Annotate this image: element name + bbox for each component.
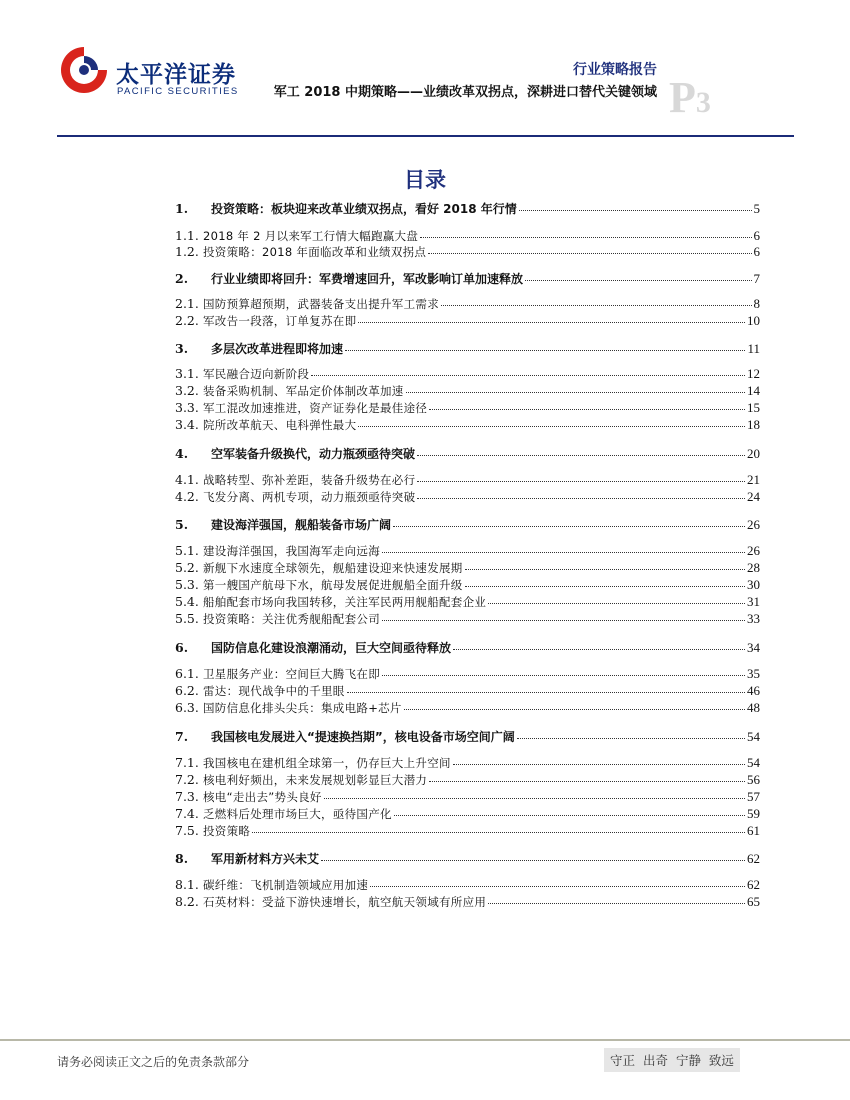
toc-entry-number: 3.1. xyxy=(175,366,199,381)
toc-subsection-entry[interactable] xyxy=(175,417,760,437)
toc-entry-number: 3.4. xyxy=(175,417,199,432)
toc-entry-page: 8 xyxy=(753,296,760,311)
toc-entry-title: 雷达：现代战争中的千里眼 xyxy=(203,684,345,698)
toc-entry-number: 2.2. xyxy=(175,313,199,328)
toc-entry-title: 建设海洋强国，舰船装备市场广阔 xyxy=(211,518,392,532)
page-number-badge xyxy=(669,72,711,123)
toc-entry-title: 战略转型、弥补差距，装备升级势在必行 xyxy=(203,473,416,487)
toc-dot-leader xyxy=(394,805,745,816)
toc-entry-title: 新舰下水速度全球领先，舰船建设迎来快速发展期 xyxy=(203,561,463,575)
toc-entry-number: 5. xyxy=(175,517,189,532)
toc-entry-number: 3.3. xyxy=(175,400,199,415)
toc-entry-page: 31 xyxy=(747,594,760,609)
toc-entry-title: 投资策略：板块迎来改革业绩双拐点，看好 2018 年行情 xyxy=(211,202,517,216)
toc-entry-number: 1.1. xyxy=(175,228,199,243)
toc-section-entry[interactable] xyxy=(175,200,760,220)
toc-subsection-entry[interactable] xyxy=(175,823,760,843)
page-number: 3 xyxy=(695,86,711,119)
toc-dot-leader xyxy=(525,270,751,281)
toc-entry-title: 投资策略：关注优秀舰船配套公司 xyxy=(203,612,380,626)
footer-motto: 守正 出奇 宁静 致远 xyxy=(604,1048,740,1072)
toc-dot-leader xyxy=(441,295,752,306)
toc-dot-leader xyxy=(382,542,745,553)
toc-entry-number: 2. xyxy=(175,271,189,286)
logo-chinese-name: 太平洋证券 xyxy=(116,62,236,88)
footer-disclaimer: 请务必阅读正文之后的免责条款部分 xyxy=(57,1055,250,1069)
toc-entry-number: 7. xyxy=(175,729,189,744)
toc-entry-number: 7.1. xyxy=(175,755,199,770)
toc-entry-page: 59 xyxy=(747,806,760,821)
toc-dot-leader xyxy=(453,639,745,650)
toc-dot-leader xyxy=(420,227,751,238)
toc-dot-leader xyxy=(252,822,745,833)
toc-subsection-entry[interactable] xyxy=(175,894,760,914)
toc-dot-leader xyxy=(519,200,752,211)
toc-subsection-entry[interactable] xyxy=(175,244,760,264)
toc-entry-page: 26 xyxy=(747,543,760,558)
toc-entry-title: 军改告一段落，订单复苏在即 xyxy=(203,314,357,328)
toc-dot-leader xyxy=(488,893,745,904)
toc-entry-title: 建设海洋强国，我国海军走向远海 xyxy=(203,544,380,558)
toc-entry-number: 6. xyxy=(175,640,189,655)
toc-entry-page: 35 xyxy=(747,666,760,681)
toc-entry-page: 54 xyxy=(747,755,760,770)
toc-dot-leader xyxy=(488,593,745,604)
toc-entry-title: 国防预算超预期，武器装备支出提升军工需求 xyxy=(203,297,439,311)
toc-entry-number: 8. xyxy=(175,851,189,866)
toc-dot-leader xyxy=(417,445,745,456)
toc-entry-page: 62 xyxy=(747,851,760,866)
toc-subsection-entry[interactable] xyxy=(175,489,760,509)
toc-entry-page: 18 xyxy=(747,417,760,432)
toc-dot-leader xyxy=(311,365,745,376)
toc-dot-leader xyxy=(428,243,751,254)
toc-entry-number: 5.5. xyxy=(175,611,199,626)
toc-entry-title: 国防信息化排头尖兵：集成电路+芯片 xyxy=(203,701,402,715)
toc-subsection-entry[interactable] xyxy=(175,700,760,720)
toc-entry-number: 6.3. xyxy=(175,700,199,715)
toc-subsection-entry[interactable] xyxy=(175,313,760,333)
toc-entry-number: 5.4. xyxy=(175,594,199,609)
toc-entry-page: 57 xyxy=(747,789,760,804)
toc-section-entry[interactable] xyxy=(175,340,760,360)
toc-dot-leader xyxy=(393,516,745,527)
toc-entry-page: 34 xyxy=(747,640,760,655)
toc-dot-leader xyxy=(382,610,745,621)
toc-entry-title: 行业业绩即将回升：军费增速回升，军改影响订单加速释放 xyxy=(211,272,524,286)
toc-entry-number: 2.1. xyxy=(175,296,199,311)
toc-dot-leader xyxy=(417,471,745,482)
toc-entry-title: 核电“走出去”势头良好 xyxy=(203,790,322,804)
toc-section-entry[interactable] xyxy=(175,728,760,748)
toc-dot-leader xyxy=(465,559,745,570)
toc-entry-title: 投资策略 xyxy=(203,824,251,838)
toc-dot-leader xyxy=(417,488,745,499)
toc-entry-page: 12 xyxy=(747,366,760,381)
logo-english-name: PACIFIC SECURITIES xyxy=(117,86,239,97)
toc-entry-page: 6 xyxy=(753,244,760,259)
toc-entry-page: 24 xyxy=(747,489,760,504)
toc-entry-number: 5.2. xyxy=(175,560,199,575)
toc-entry-number: 7.4. xyxy=(175,806,199,821)
toc-entry-title: 2018 年 2 月以来军工行情大幅跑赢大盘 xyxy=(203,229,419,243)
toc-entry-page: 11 xyxy=(747,341,760,356)
toc-section-entry[interactable] xyxy=(175,270,760,290)
report-type-label: 行业策略报告 xyxy=(573,62,657,78)
toc-title: 目录 xyxy=(404,168,446,192)
toc-dot-leader xyxy=(382,665,745,676)
toc-entry-page: 54 xyxy=(747,729,760,744)
page-letter: P xyxy=(669,73,696,122)
toc-entry-number: 8.2. xyxy=(175,894,199,909)
toc-entry-title: 石英材料：受益下游快速增长，航空航天领域有所应用 xyxy=(203,895,487,909)
toc-dot-leader xyxy=(321,850,745,861)
toc-dot-leader xyxy=(453,754,745,765)
toc-entry-title: 我国核电发展进入“提速换挡期”，核电设备市场空间广阔 xyxy=(211,730,515,744)
toc-entry-page: 65 xyxy=(747,894,760,909)
toc-dot-leader xyxy=(404,699,745,710)
toc-entry-number: 5.1. xyxy=(175,543,199,558)
toc-entry-title: 院所改革航天、电科弹性最大 xyxy=(203,418,357,432)
toc-entry-title: 国防信息化建设浪潮涌动，巨大空间亟待释放 xyxy=(211,641,452,655)
toc-entry-title: 军用新材料方兴未艾 xyxy=(211,852,320,866)
toc-entry-number: 8.1. xyxy=(175,877,199,892)
toc-dot-leader xyxy=(347,682,745,693)
toc-entry-title: 第一艘国产航母下水，航母发展促进舰船全面升级 xyxy=(203,578,463,592)
toc-dot-leader xyxy=(406,382,745,393)
toc-entry-number: 6.2. xyxy=(175,683,199,698)
toc-entry-page: 6 xyxy=(753,228,760,243)
toc-entry-page: 28 xyxy=(747,560,760,575)
toc-entry-title: 装备采购机制、军品定价体制改革加速 xyxy=(203,384,404,398)
toc-entry-page: 7 xyxy=(753,271,760,286)
toc-dot-leader xyxy=(465,576,745,587)
toc-entry-number: 4.2. xyxy=(175,489,199,504)
toc-entry-page: 46 xyxy=(747,683,760,698)
toc-entry-title: 军工混改加速推进，资产证券化是最佳途径 xyxy=(203,401,428,415)
toc-section-entry[interactable] xyxy=(175,516,760,536)
toc-entry-page: 14 xyxy=(747,383,760,398)
toc-entry-number: 4.1. xyxy=(175,472,199,487)
toc-entry-title: 我国核电在建机组全球第一，仍存巨大上升空间 xyxy=(203,756,451,770)
toc-entry-title: 军民融合迈向新阶段 xyxy=(203,367,310,381)
toc-entry-title: 飞发分离、两机专项，动力瓶颈亟待突破 xyxy=(203,490,416,504)
toc-dot-leader xyxy=(358,416,745,427)
toc-entry-number: 6.1. xyxy=(175,666,199,681)
toc-entry-page: 21 xyxy=(747,472,760,487)
toc-entry-page: 62 xyxy=(747,877,760,892)
toc-entry-title: 船舶配套市场向我国转移，关注军民两用舰船配套企业 xyxy=(203,595,487,609)
header-divider xyxy=(57,135,794,137)
toc-dot-leader xyxy=(358,312,745,323)
toc-dot-leader xyxy=(517,728,745,739)
toc-entry-number: 1. xyxy=(175,201,189,216)
toc-section-entry[interactable] xyxy=(175,850,760,870)
toc-entry-page: 20 xyxy=(747,446,760,461)
toc-entry-title: 碳纤维：飞机制造领域应用加速 xyxy=(203,878,369,892)
toc-entry-title: 多层次改革进程即将加速 xyxy=(211,342,344,356)
toc-entry-page: 56 xyxy=(747,772,760,787)
toc-entry-page: 61 xyxy=(747,823,760,838)
toc-entry-title: 空军装备升级换代，动力瓶颈亟待突破 xyxy=(211,447,416,461)
toc-entry-title: 投资策略：2018 年面临改革和业绩双拐点 xyxy=(203,245,427,259)
footer-divider xyxy=(0,1039,850,1041)
toc-dot-leader xyxy=(429,399,745,410)
pacific-securities-logo-icon xyxy=(58,44,110,96)
toc-entry-title: 核电利好频出，未来发展规划彰显巨大潜力 xyxy=(203,773,428,787)
toc-entry-number: 7.5. xyxy=(175,823,199,838)
toc-dot-leader xyxy=(370,876,745,887)
toc-dot-leader xyxy=(345,340,745,351)
toc-entry-number: 3.2. xyxy=(175,383,199,398)
toc-entry-title: 卫星服务产业：空间巨大腾飞在即 xyxy=(203,667,380,681)
toc-dot-leader xyxy=(429,771,745,782)
toc-entry-number: 4. xyxy=(175,446,189,461)
toc-entry-number: 5.3. xyxy=(175,577,199,592)
toc-section-entry[interactable] xyxy=(175,445,760,465)
toc-entry-page: 48 xyxy=(747,700,760,715)
toc-dot-leader xyxy=(324,788,745,799)
toc-entry-number: 7.3. xyxy=(175,789,199,804)
toc-entry-page: 15 xyxy=(747,400,760,415)
toc-entry-page: 33 xyxy=(747,611,760,626)
toc-section-entry[interactable] xyxy=(175,639,760,659)
toc-entry-page: 5 xyxy=(753,201,760,216)
toc-entry-number: 3. xyxy=(175,341,189,356)
toc-entry-page: 10 xyxy=(747,313,760,328)
toc-entry-page: 30 xyxy=(747,577,760,592)
toc-entry-page: 26 xyxy=(747,517,760,532)
toc-entry-number: 1.2. xyxy=(175,244,199,259)
toc-entry-number: 7.2. xyxy=(175,772,199,787)
report-title: 军工 2018 中期策略——业绩改革双拐点，深耕进口替代关键领域 xyxy=(273,85,657,100)
toc-entry-title: 乏燃料后处理市场巨大，亟待国产化 xyxy=(203,807,392,821)
toc-subsection-entry[interactable] xyxy=(175,611,760,631)
